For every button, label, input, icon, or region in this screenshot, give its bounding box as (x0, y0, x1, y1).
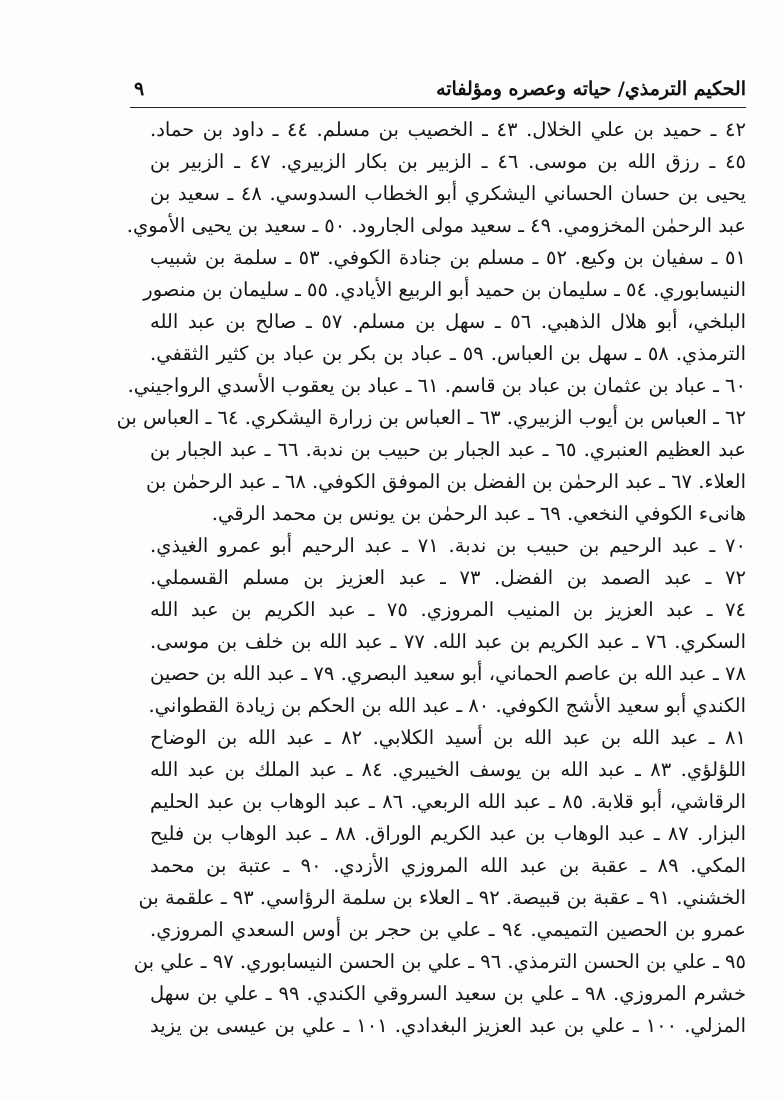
running-title: الحكيم الترمذي/ حياته وعصره ومؤلفاته (436, 78, 746, 100)
text-line: السكري. ٧٦ ـ عبد الكريم بن عبد الله. ٧٧ ـ عبد الله بن خلف بن موسى. (150, 630, 746, 653)
text-line: خشرم المروزي. ٩٨ ـ علي بن سعيد السروقي الكندي. ٩٩ ـ علي بن سهل (150, 982, 746, 1005)
text-line: الكندي أبو سعيد الأشج الكوفي. ٨٠ ـ عبد الله بن الحكم بن زيادة القطواني. (148, 694, 746, 717)
text-line: العلاء. ٦٧ ـ عبد الرحمٰن بن الفضل بن الموفق الكوفي. ٦٨ ـ عبد الرحمٰن بن (146, 470, 746, 493)
text-line: المكي. ٨٩ ـ عقبة بن عبد الله المروزي الأزدي. ٩٠ ـ عتبة بن محمد (150, 854, 746, 877)
text-line: ٧٢ ـ عبد الصمد بن الفضل. ٧٣ ـ عبد العزيز بن مسلم القسملي. (150, 566, 746, 589)
text-line: ٨١ ـ عبد الله بن عبد الله بن أسيد الكلابي. ٨٢ ـ عبد الله بن الوضاح (150, 726, 746, 749)
text-line: ٤٢ ـ حميد بن علي الخلال. ٤٣ ـ الخصيب بن مسلم. ٤٤ ـ داود بن حماد. (150, 118, 746, 141)
text-line: البلخي، أبو هلال الذهبي. ٥٦ ـ سهل بن مسلم. ٥٧ ـ صالح بن عبد الله (150, 310, 746, 333)
text-line: عبد العظيم العنبري. ٦٥ ـ عبد الجبار بن حبيب بن ندبة. ٦٦ ـ عبد الجبار بن (150, 438, 746, 461)
text-line: اللؤلؤي. ٨٣ ـ عبد الله بن يوسف الخيبري. ٨٤ ـ عبد الملك بن عبد الله (150, 758, 746, 781)
text-line: الترمذي. ٥٨ ـ سهل بن العباس. ٥٩ ـ عباد بن بكر بن عباد بن كثير الثقفي. (150, 342, 746, 365)
text-line: عمرو بن الحصين التميمي. ٩٤ ـ علي بن حجر بن أوس السعدي المروزي. (150, 918, 746, 941)
body-text (116, 114, 747, 1042)
text-line: ٩٥ ـ علي بن الحسن الترمذي. ٩٦ ـ علي بن الحسن النيسابوري. ٩٧ ـ علي بن (133, 950, 746, 973)
text-line: النيسابوري. ٥٤ ـ سليمان بن حميد أبو الربيع الأيادي. ٥٥ ـ سليمان بن منصور (143, 278, 746, 301)
text-line: البزار. ٨٧ ـ عبد الوهاب بن عبد الكريم الوراق. ٨٨ ـ عبد الوهاب بن فليح (150, 822, 746, 845)
text-line: الخشني. ٩١ ـ عقبة بن قبيصة. ٩٢ ـ العلاء بن سلمة الرؤاسي. ٩٣ ـ علقمة بن (138, 886, 746, 909)
text-line: ٧٤ ـ عبد العزيز بن المنيب المروزي. ٧٥ ـ عبد الكريم بن عبد الله (150, 598, 747, 621)
text-line: الرقاشي، أبو قلابة. ٨٥ ـ عبد الله الربعي. ٨٦ ـ عبد الوهاب بن عبد الحليم (150, 790, 747, 813)
text-line: هانىء الكوفي النخعي. ٦٩ ـ عبد الرحمٰن بن يونس بن محمد الرقي. (211, 502, 746, 525)
text-line: المزلي. ١٠٠ ـ علي بن عبد العزيز البغدادي. ١٠١ ـ علي بن عيسى بن يزيد (150, 1014, 747, 1037)
text-line: ٦٠ ـ عباد بن عثمان بن عباد بن قاسم. ٦١ ـ عباد بن يعقوب الأسدي الرواجيني. (127, 374, 746, 397)
text-line: عبد الرحمٰن المخزومي. ٤٩ ـ سعيد مولى الجارود. ٥٠ ـ سعيد بن يحيى الأموي. (126, 214, 746, 237)
text-line: يحيى بن حسان الحساني اليشكري أبو الخطاب السدوسي. ٤٨ ـ سعيد بن (150, 182, 746, 205)
header-rule (130, 107, 746, 108)
page-number: ٩ (134, 78, 145, 100)
running-header (130, 72, 746, 106)
text-line: ٧٨ ـ عبد الله بن عاصم الحماني، أبو سعيد البصري. ٧٩ ـ عبد الله بن حصين (150, 662, 746, 685)
text-line: ٦٢ ـ العباس بن أيوب الزبيري. ٦٣ ـ العباس بن زرارة اليشكري. ٦٤ ـ العباس بن (116, 406, 746, 429)
text-line: ٥١ ـ سفيان بن وكيع. ٥٢ ـ مسلم بن جنادة الكوفي. ٥٣ ـ سلمة بن شبيب (150, 246, 746, 269)
text-line: ٤٥ ـ رزق الله بن موسى. ٤٦ ـ الزبير بن بكار الزبيري. ٤٧ ـ الزبير بن (150, 150, 747, 173)
text-line: ٧٠ ـ عبد الرحيم بن حبيب بن ندبة. ٧١ ـ عبد الرحيم أبو عمرو الغيذي. (150, 534, 746, 557)
